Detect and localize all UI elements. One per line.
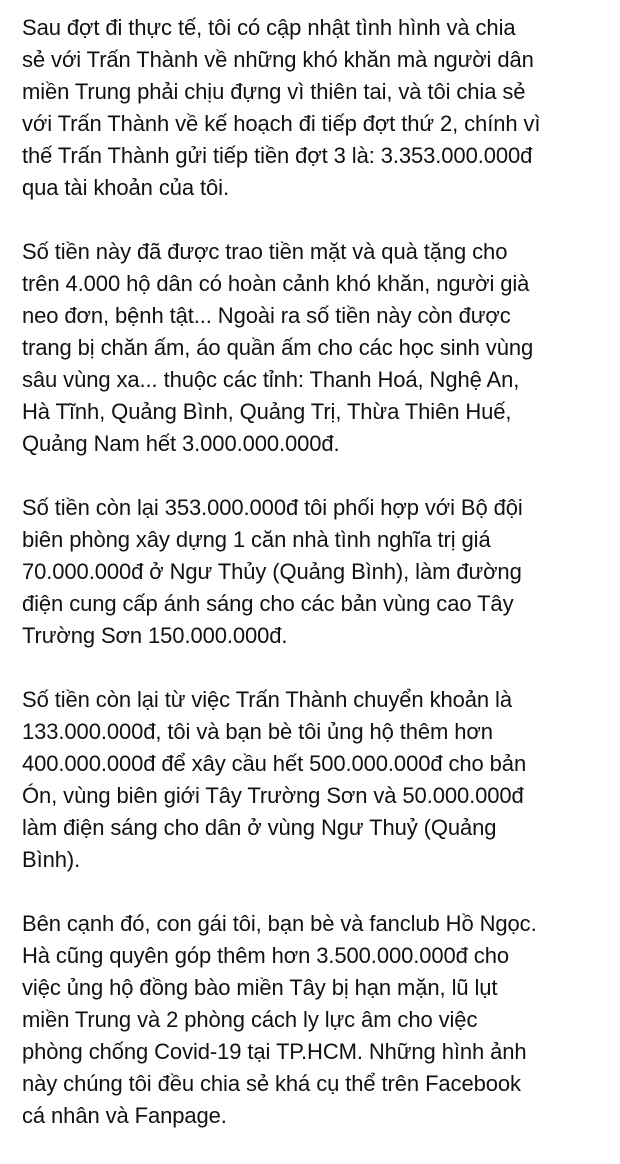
text-line: 400.000.000đ để xây cầu hết 500.000.000đ cho bản bbox=[22, 751, 527, 776]
paragraph-3 bbox=[22, 492, 612, 652]
text-line: Sau đợt đi thực tế, tôi có cập nhật tình hình và chia bbox=[22, 15, 516, 40]
text-line: trên 4.000 hộ dân có hoàn cảnh khó khăn, người già bbox=[22, 271, 530, 296]
text-line: Hà Tĩnh, Quảng Bình, Quảng Trị, Thừa Thiên Huế, bbox=[22, 399, 512, 424]
text-line: điện cung cấp ánh sáng cho các bản vùng cao Tây bbox=[22, 591, 514, 616]
paragraph-1 bbox=[22, 12, 612, 204]
text-line: sâu vùng xa... thuộc các tỉnh: Thanh Hoá, Nghệ An, bbox=[22, 367, 520, 392]
text-line: phòng chống Covid-19 tại TP.HCM. Những hình ảnh bbox=[22, 1039, 527, 1064]
text-line: miền Trung và 2 phòng cách ly lực âm cho việc bbox=[22, 1007, 478, 1032]
text-line: biên phòng xây dựng 1 căn nhà tình nghĩa trị giá bbox=[22, 527, 491, 552]
text-line: với Trấn Thành về kế hoạch đi tiếp đợt thứ 2, chính vì bbox=[22, 111, 541, 136]
text-line: Hà cũng quyên góp thêm hơn 3.500.000.000đ cho bbox=[22, 943, 509, 968]
post-text-body bbox=[22, 12, 612, 1164]
text-line: này chúng tôi đều chia sẻ khá cụ thể trên Facebook bbox=[22, 1071, 521, 1096]
paragraph-4 bbox=[22, 684, 612, 876]
text-line: Bên cạnh đó, con gái tôi, bạn bè và fanclub Hồ Ngọc. bbox=[22, 911, 537, 936]
text-line: Ón, vùng biên giới Tây Trường Sơn và 50.000.000đ bbox=[22, 783, 524, 808]
text-line: Số tiền còn lại 353.000.000đ tôi phối hợp với Bộ đội bbox=[22, 495, 523, 520]
text-line: sẻ với Trấn Thành về những khó khăn mà người dân bbox=[22, 47, 534, 72]
text-line: neo đơn, bệnh tật... Ngoài ra số tiền này còn được bbox=[22, 303, 511, 328]
text-line: làm điện sáng cho dân ở vùng Ngư Thuỷ (Quảng bbox=[22, 815, 497, 840]
text-line: Trường Sơn 150.000.000đ. bbox=[22, 623, 288, 648]
text-line: Bình). bbox=[22, 847, 81, 872]
text-line: 133.000.000đ, tôi và bạn bè tôi ủng hộ thêm hơn bbox=[22, 719, 493, 744]
text-line: qua tài khoản của tôi. bbox=[22, 175, 229, 200]
text-line: 70.000.000đ ở Ngư Thủy (Quảng Bình), làm đường bbox=[22, 559, 522, 584]
text-line: cá nhân và Fanpage. bbox=[22, 1103, 227, 1128]
text-line: trang bị chăn ấm, áo quần ấm cho các học sinh vùng bbox=[22, 335, 534, 360]
text-line: miền Trung phải chịu đựng vì thiên tai, và tôi chia sẻ bbox=[22, 79, 526, 104]
paragraph-2 bbox=[22, 236, 612, 460]
text-line: Quảng Nam hết 3.000.000.000đ. bbox=[22, 431, 340, 456]
text-line: việc ủng hộ đồng bào miền Tây bị hạn mặn, lũ lụt bbox=[22, 975, 498, 1000]
text-line: Số tiền này đã được trao tiền mặt và quà tặng cho bbox=[22, 239, 508, 264]
text-line: thế Trấn Thành gửi tiếp tiền đợt 3 là: 3.353.000.000đ bbox=[22, 143, 533, 168]
text-line: Số tiền còn lại từ việc Trấn Thành chuyển khoản là bbox=[22, 687, 512, 712]
paragraph-5 bbox=[22, 908, 612, 1132]
